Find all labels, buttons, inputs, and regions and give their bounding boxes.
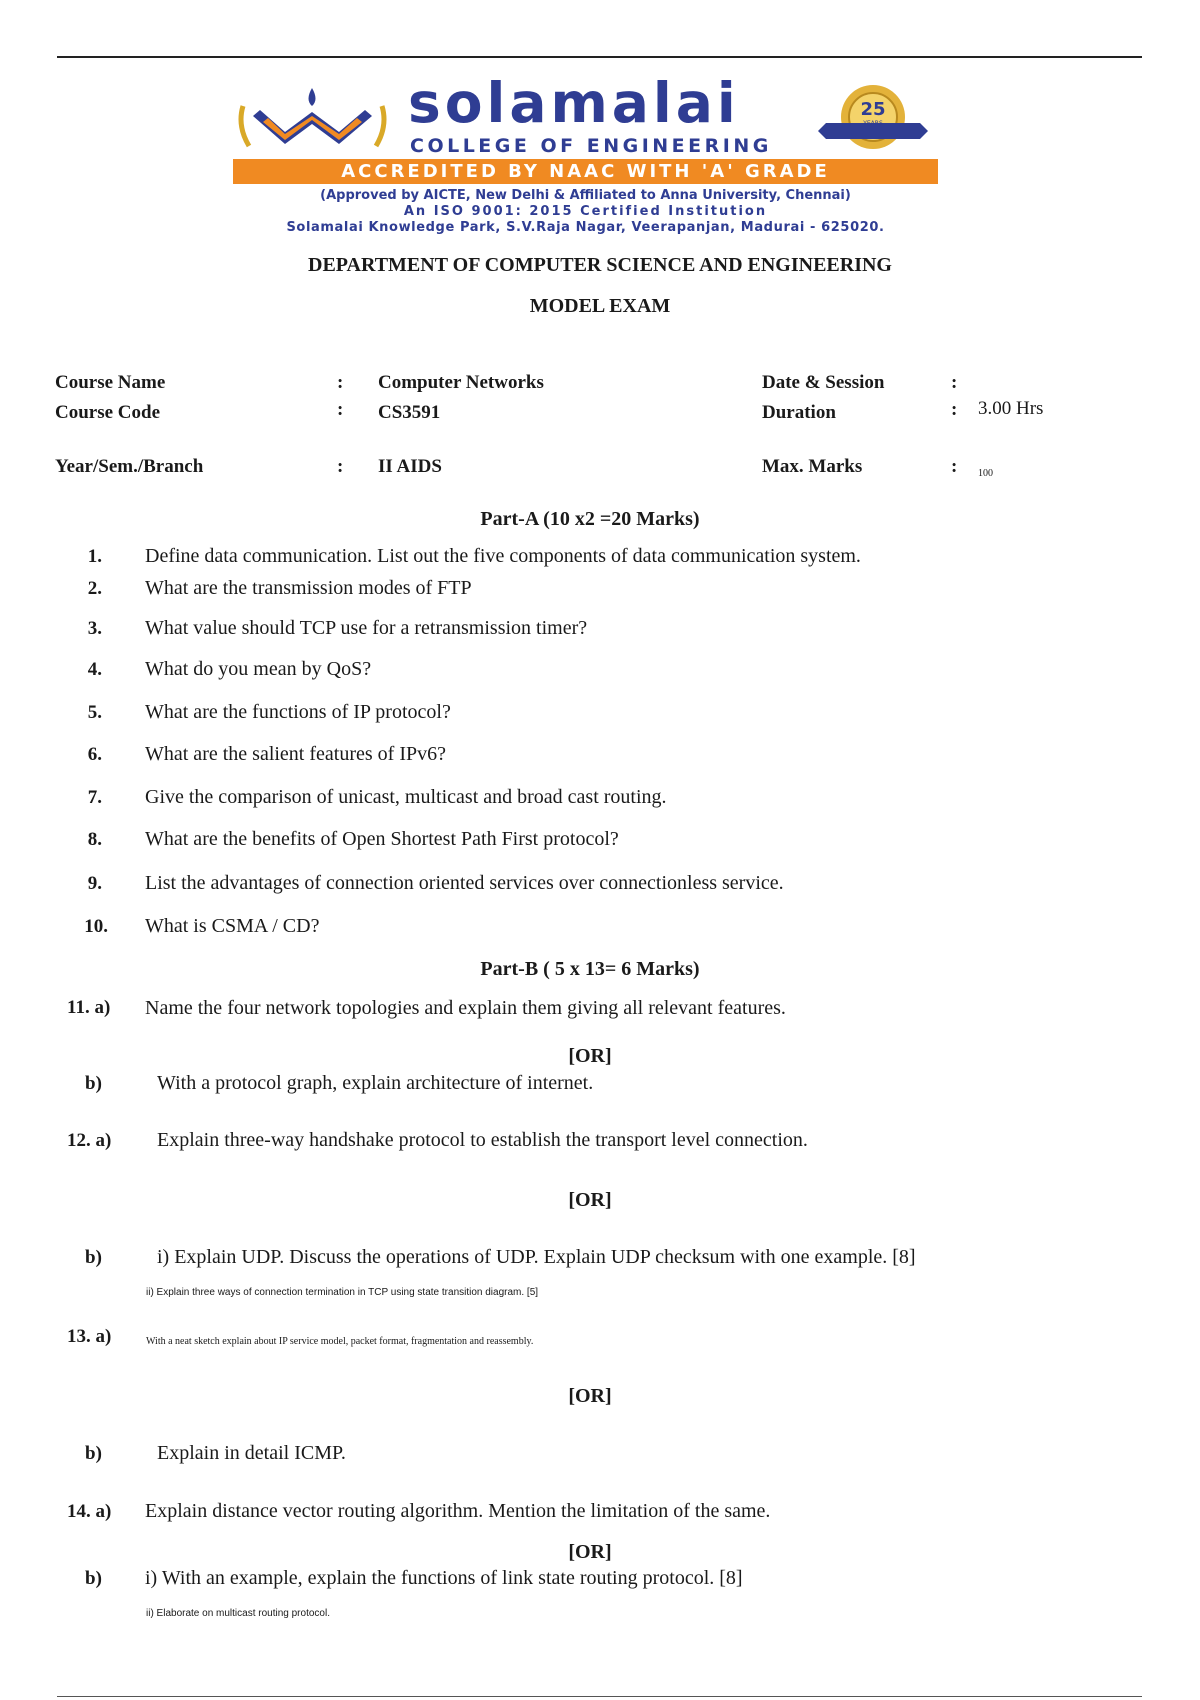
part-a-heading: Part-A (10 x2 =20 Marks) (480, 508, 700, 530)
question-text: i) Explain UDP. Discuss the operations of UDP. Explain UDP checksum with one example. [8] (157, 1246, 916, 1268)
year-sem-branch-label: Year/Sem./Branch (55, 456, 204, 477)
iso-text: An ISO 9001: 2015 Certified Institution (403, 204, 768, 219)
question-text: What is CSMA / CD? (145, 915, 320, 937)
question-number: 9. (87, 873, 102, 894)
top-rule (57, 56, 1142, 58)
question-text: Name the four network topologies and explain them giving all relevant features. (145, 997, 786, 1019)
question-number: 10. (84, 916, 108, 937)
question-number: b) (85, 1073, 102, 1094)
date-session-label: Date & Session (762, 372, 885, 393)
max-marks-value: 100 (978, 468, 993, 479)
colon: : (337, 372, 344, 393)
colon: : (951, 399, 958, 420)
year-sem-branch-value: II AIDS (378, 456, 442, 477)
colon: : (337, 399, 344, 420)
question-number: b) (85, 1568, 102, 1589)
colon: : (337, 456, 344, 477)
question-number: 2. (87, 578, 102, 599)
question-text: Give the comparison of unicast, multicast and broad cast routing. (145, 786, 667, 808)
question-number: 12. a) (67, 1130, 112, 1151)
question-number: 13. a) (67, 1326, 112, 1347)
question-text: What do you mean by QoS? (145, 658, 372, 680)
question-text: With a neat sketch explain about IP service model, packet format, fragmentation and reassembly. (146, 1336, 534, 1347)
question-number: 14. a) (67, 1501, 112, 1522)
question-number: 7. (87, 787, 102, 808)
question-text: With a protocol graph, explain architecture of internet. (157, 1072, 594, 1094)
college-type: COLLEGE OF ENGINEERING (410, 135, 772, 157)
question-number: 3. (87, 618, 102, 639)
question-text: Define data communication. List out the five components of data communication system. (145, 545, 861, 567)
or-separator: [OR] (568, 1541, 612, 1563)
accreditation-banner: ACCREDITED BY NAAC WITH 'A' GRADE (233, 159, 938, 184)
seal-label: YEARS (863, 120, 883, 127)
question-number: b) (85, 1247, 102, 1268)
department-title: DEPARTMENT OF COMPUTER SCIENCE AND ENGINEERING (308, 254, 892, 276)
question-text: What are the transmission modes of FTP (145, 577, 472, 599)
course-name-value: Computer Networks (378, 372, 544, 393)
duration-label: Duration (762, 402, 836, 423)
question-text: What value should TCP use for a retransmission timer? (145, 617, 588, 639)
or-separator: [OR] (568, 1385, 612, 1407)
question-number: 8. (87, 829, 102, 850)
course-code-label: Course Code (55, 402, 161, 423)
question-text: Explain distance vector routing algorithm. Mention the limitation of the same. (145, 1500, 771, 1522)
question-number: 1. (87, 546, 102, 567)
question-text: List the advantages of connection oriented services over connectionless service. (145, 872, 784, 894)
anniversary-seal-icon (818, 83, 938, 155)
question-subpart-text: ii) Elaborate on multicast routing protocol. (146, 1608, 330, 1619)
or-separator: [OR] (568, 1189, 612, 1211)
question-text: What are the benefits of Open Shortest Path First protocol? (145, 828, 619, 850)
question-text: What are the salient features of IPv6? (145, 743, 446, 765)
approval-text: (Approved by AICTE, New Delhi & Affiliated to Anna University, Chennai) (320, 188, 851, 203)
course-code-value: CS3591 (378, 402, 441, 423)
part-b-heading: Part-B ( 5 x 13= 6 Marks) (480, 958, 700, 980)
question-text: Explain three-way handshake protocol to establish the transport level connection. (157, 1129, 808, 1151)
question-number: 6. (87, 744, 102, 765)
question-number: 5. (87, 702, 102, 723)
question-text: Explain in detail ICMP. (157, 1442, 346, 1464)
question-number: 4. (87, 659, 102, 680)
or-separator: [OR] (568, 1045, 612, 1067)
course-name-label: Course Name (55, 372, 166, 393)
colon: : (951, 372, 958, 393)
question-text: What are the functions of IP protocol? (145, 701, 451, 723)
college-emblem-icon (235, 86, 390, 154)
duration-value: 3.00 Hrs (978, 398, 1044, 419)
seal-number: 25 (860, 99, 886, 120)
question-number: 11. a) (67, 997, 111, 1018)
question-text: i) With an example, explain the functions of link state routing protocol. [8] (145, 1567, 743, 1589)
college-name: solamalai (408, 71, 740, 135)
address-text: Solamalai Knowledge Park, S.V.Raja Nagar, Veerapanjan, Madurai - 625020. (286, 220, 885, 235)
bottom-rule (57, 1696, 1142, 1697)
question-subpart-text: ii) Explain three ways of connection termination in TCP using state transition diagram. [5] (146, 1287, 539, 1298)
max-marks-label: Max. Marks (762, 456, 863, 477)
question-number: b) (85, 1443, 102, 1464)
exam-title: MODEL EXAM (529, 295, 671, 317)
colon: : (951, 456, 958, 477)
